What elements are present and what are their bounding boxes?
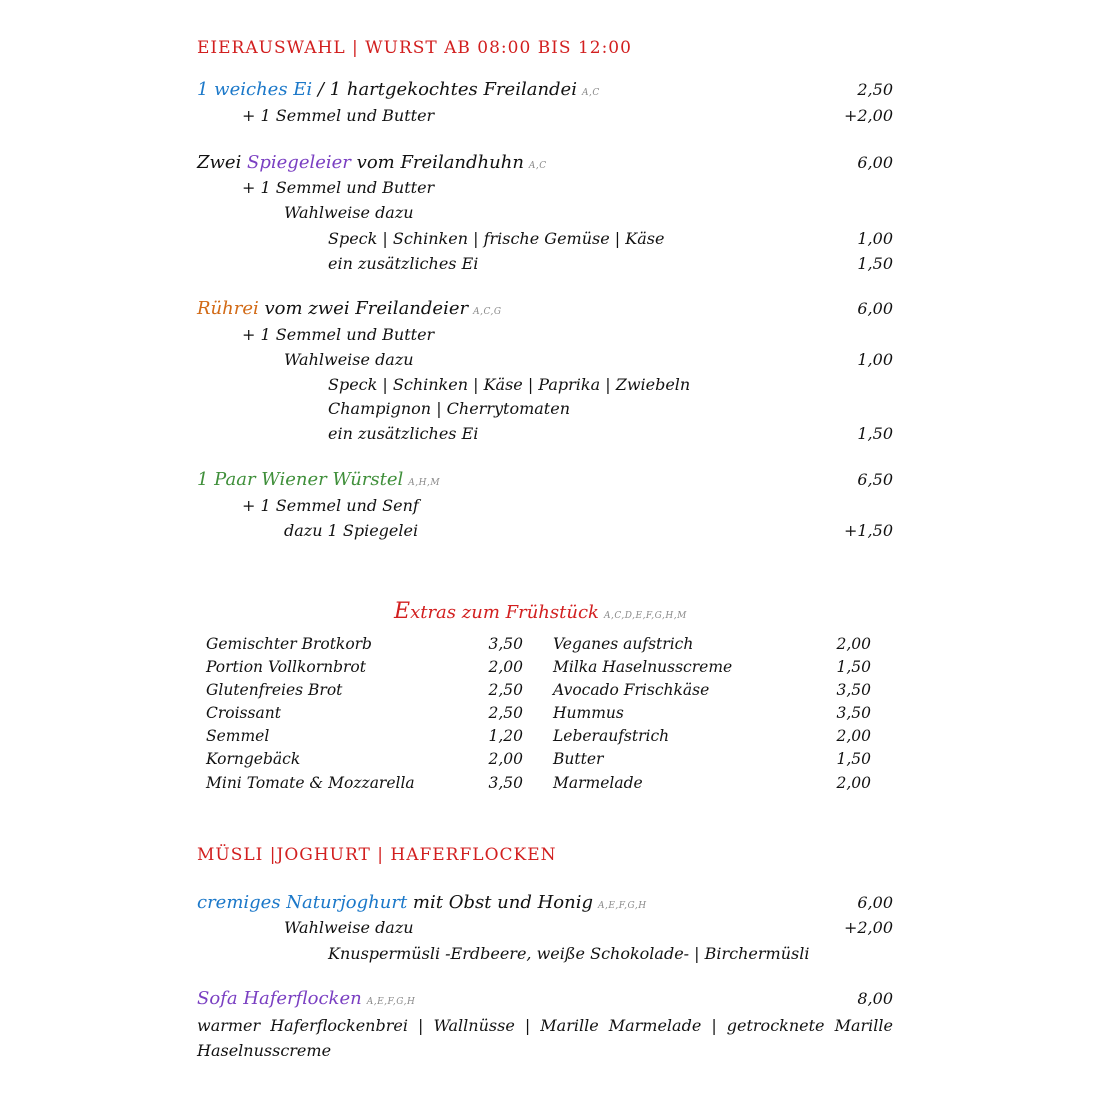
allergen-codes: A,H,M <box>408 478 441 488</box>
extra-item-price: 2,50 <box>488 704 523 722</box>
description-word: | <box>418 1016 424 1035</box>
item-description <box>197 1014 893 1038</box>
item-suffix: mit Obst und Honig <box>407 892 593 913</box>
item-addon: + 1 Semmel und Butter <box>242 325 435 344</box>
option-price: 1,50 <box>857 424 893 443</box>
extra-item-name: Portion Vollkornbrot <box>206 658 366 676</box>
allergen-codes: A,C <box>581 88 600 98</box>
extra-item-name: Butter <box>553 750 604 768</box>
description-word: Marille <box>540 1016 599 1035</box>
title-rest: xtras zum Frühstück <box>410 602 599 623</box>
extra-item-name: Semmel <box>206 727 270 745</box>
item-option: ein zusätzliches Ei <box>328 424 479 443</box>
extra-item-price: 2,00 <box>836 727 871 745</box>
extra-item-price: 2,00 <box>836 635 871 653</box>
item-name: 1 Paar Wiener Würstel <box>197 469 404 490</box>
menu-item-yoghurt <box>197 891 647 918</box>
section-title-eggs: EIERAUSWAHL | WURST AB 08:00 BIS 12:00 <box>197 38 632 58</box>
extra-item-name: Leberaufstrich <box>553 727 670 745</box>
item-price: 8,00 <box>857 989 893 1008</box>
extra-item-name: Veganes aufstrich <box>553 635 694 653</box>
section-title-muesli: MÜSLI |JOGHURT | HAFERFLOCKEN <box>197 845 557 865</box>
extra-item-price: 3,50 <box>836 704 871 722</box>
item-option: Champignon | Cherrytomaten <box>328 399 570 418</box>
option-price: 1,00 <box>857 229 893 248</box>
allergen-codes: A,C,G <box>473 307 502 317</box>
menu-item-scrambled-eggs <box>197 297 502 324</box>
extra-item-price: 1,50 <box>836 658 871 676</box>
description-word: Haferflockenbrei <box>270 1016 408 1035</box>
item-description-line2: Haselnusscreme <box>197 1041 332 1060</box>
allergen-codes: A,E,F,G,H <box>366 997 416 1007</box>
description-word: Marmelade <box>608 1016 702 1035</box>
menu-item-oats <box>197 987 415 1014</box>
description-word: warmer <box>197 1016 261 1035</box>
item-name: cremiges Naturjoghurt <box>197 892 408 913</box>
choice-price: 1,00 <box>857 350 893 369</box>
item-choice: Wahlweise dazu <box>284 350 414 369</box>
option-price: 1,50 <box>857 254 893 273</box>
item-price: 6,00 <box>857 893 893 912</box>
addon-price: +2,00 <box>843 106 893 125</box>
extra-item-price: 2,00 <box>488 750 523 768</box>
item-price: 6,00 <box>857 153 893 172</box>
item-choice: Wahlweise dazu <box>284 918 414 937</box>
item-price: 2,50 <box>857 80 893 99</box>
item-name: Rührei <box>197 298 259 319</box>
extra-item-name: Milka Haselnusscreme <box>553 658 733 676</box>
item-name: 1 weiches Ei <box>197 79 313 100</box>
item-choice: Wahlweise dazu <box>284 203 414 222</box>
extra-item-price: 2,00 <box>488 658 523 676</box>
item-prefix: Zwei <box>197 152 248 173</box>
extra-item-name: Hummus <box>553 704 624 722</box>
item-suffix: vom Freilandhuhn <box>350 152 524 173</box>
description-word: Marille <box>834 1016 893 1035</box>
menu-item-egg <box>197 78 600 105</box>
extra-item-name: Gemischter Brotkorb <box>206 635 372 653</box>
item-suffix: vom zwei Freilandeier <box>258 298 469 319</box>
extra-item-name: Glutenfreies Brot <box>206 681 343 699</box>
menu-item-sausages <box>197 468 440 495</box>
extra-item-price: 2,50 <box>488 681 523 699</box>
description-word: getrocknete <box>726 1016 825 1035</box>
extra-item-name: Mini Tomate & Mozzarella <box>206 774 415 792</box>
choice-price: +2,00 <box>843 918 893 937</box>
allergen-codes: A,E,F,G,H <box>598 901 647 911</box>
description-word: Wallnüsse <box>433 1016 515 1035</box>
extra-item-name: Avocado Frischkäse <box>553 681 710 699</box>
item-price: 6,00 <box>857 299 893 318</box>
extra-item-price: 1,50 <box>836 750 871 768</box>
item-option: ein zusätzliches Ei <box>328 254 479 273</box>
item-option: Knuspermüsli -Erdbeere, weiße Schokolade- | Birchermüsli <box>328 944 810 963</box>
menu-item-fried-eggs <box>197 151 547 178</box>
extra-item-price: 1,20 <box>488 727 523 745</box>
extra-item-price: 3,50 <box>488 635 523 653</box>
allergen-codes: A,C <box>528 161 547 171</box>
item-name: Sofa Haferflocken <box>197 988 362 1009</box>
extra-item-price: 3,50 <box>488 774 523 792</box>
item-name: Spiegeleier <box>247 152 351 173</box>
extra-item-name: Korngebäck <box>206 750 301 768</box>
section-title-extras <box>394 600 687 628</box>
extra-item-price: 2,00 <box>836 774 871 792</box>
item-extra: dazu 1 Spiegelei <box>284 521 419 540</box>
extra-item-price: 3,50 <box>836 681 871 699</box>
item-addon: + 1 Semmel und Butter <box>242 178 435 197</box>
extra-price: +1,50 <box>843 521 893 540</box>
item-price: 6,50 <box>857 470 893 489</box>
description-word: | <box>524 1016 531 1035</box>
item-name-rest: / 1 hartgekochtes Freilandei <box>312 79 577 100</box>
item-addon: + 1 Semmel und Senf <box>242 496 419 515</box>
item-addon: + 1 Semmel und Butter <box>242 106 435 125</box>
extra-item-name: Croissant <box>206 704 281 722</box>
extra-item-name: Marmelade <box>553 774 643 792</box>
item-option: Speck | Schinken | Käse | Paprika | Zwiebeln <box>328 375 691 394</box>
allergen-codes: A,C,D,E,F,G,H,M <box>603 611 687 621</box>
item-option: Speck | Schinken | frische Gemüse | Käse <box>328 229 665 248</box>
description-word: | <box>711 1016 717 1035</box>
title-initial: E <box>394 599 411 624</box>
